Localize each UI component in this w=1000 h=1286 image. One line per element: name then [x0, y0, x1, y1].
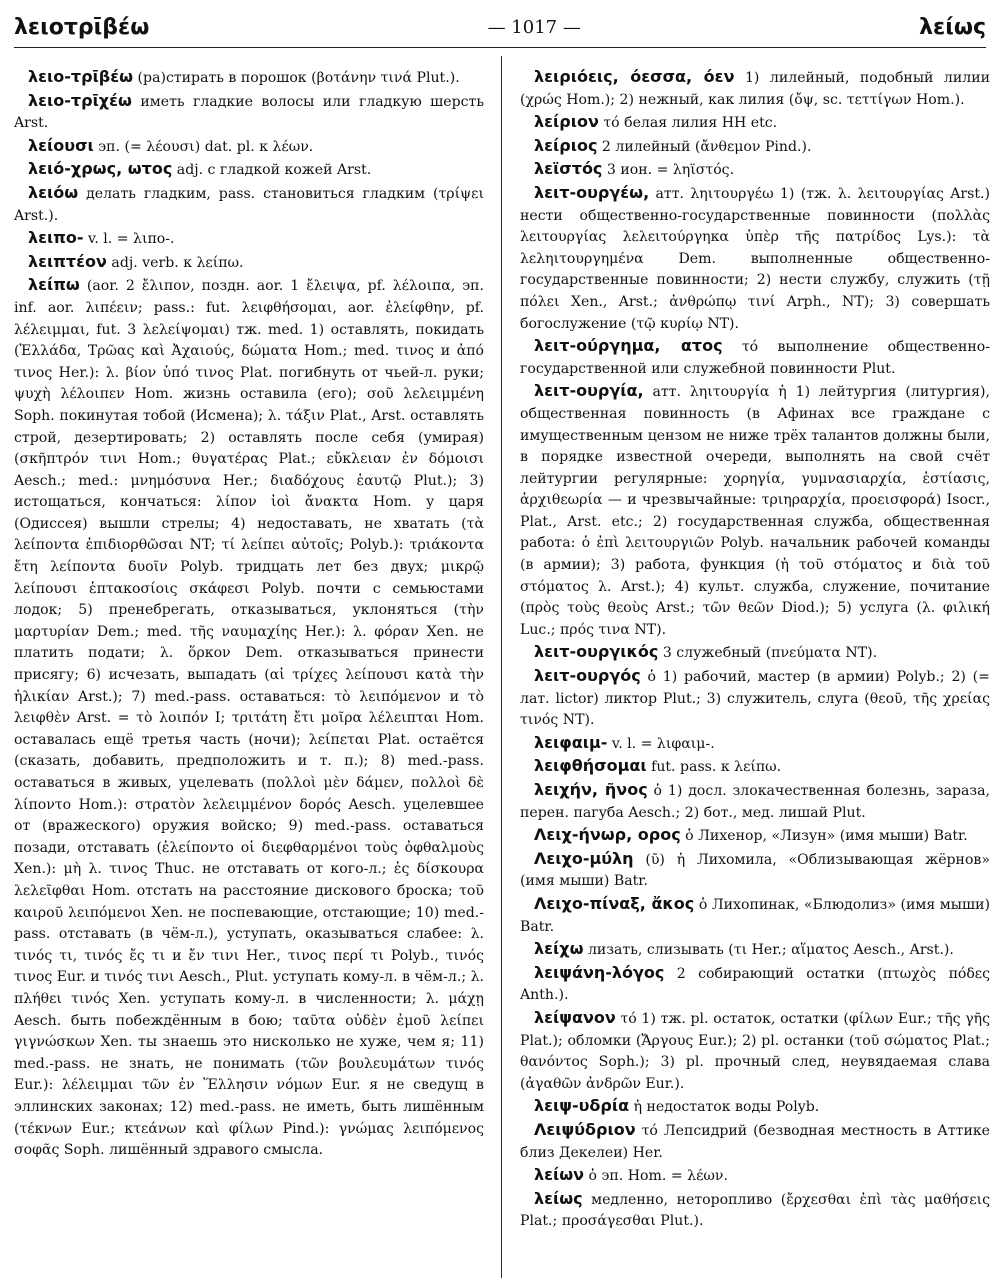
entry-headword: λείριος [534, 135, 598, 155]
entry-headword: λειο-τρῑχέω [28, 90, 132, 110]
entry-headword: λειπο- [28, 228, 84, 248]
entry-definition: ὁ 1) рабочий, мастер (в армии) Polyb.; 2) (= лат. lictor) ликтор Plut.; 3) служитель, слуга (θεοῦ, τῆς χρείας τινός NT). [520, 669, 990, 729]
entry-definition: 3 служебный (πνεύματα NT). [658, 645, 878, 662]
entry-definition: ὁ Лихопинак, «Блюдолиз» (имя мыши) Batr. [520, 896, 990, 935]
entry-headword: λειψ-υδρία [534, 1096, 630, 1116]
entry-headword: Λειχο-πίναξ, ἄκος [534, 893, 695, 913]
dictionary-entry [520, 380, 990, 641]
entry-definition: 1) лилейный, подобный лилии (χρώς Hom.); 2) нежный, как лилия (ὄψ, sc. τεττίγων Hom.). [520, 70, 990, 108]
dictionary-entry [14, 135, 484, 159]
entry-definition: ὁ эп. Hom. = λέων. [584, 1168, 728, 1185]
dictionary-entry [14, 251, 484, 275]
dictionary-entry [520, 779, 990, 824]
entry-headword: λειτ-ουργία, [534, 381, 644, 401]
dictionary-entry [14, 274, 484, 1161]
dictionary-entry [520, 824, 990, 848]
entry-definition: ὁ Лихенор, «Лизун» (имя мыши) Batr. [680, 828, 968, 845]
entry-definition: (ῡ) ἡ Лихомила, «Облизывающая жёрнов» (имя мыши) Batr. [520, 851, 990, 890]
running-headword-right: λείως [919, 14, 986, 40]
entry-headword: λειό-χρως, ωτος [28, 159, 173, 179]
entry-definition: 3 ион. = ληϊστός. [602, 162, 735, 179]
dictionary-entry [520, 1007, 990, 1095]
dictionary-entry [520, 135, 990, 159]
entry-headword: λείριον [534, 112, 599, 132]
dictionary-entry [14, 158, 484, 182]
entry-headword: Λειχο-μύλη [534, 848, 634, 868]
entry-headword: λείψανον [534, 1007, 616, 1027]
dictionary-entry [520, 1119, 990, 1164]
entry-headword: λειχήν, ῆνος [534, 780, 648, 799]
entry-headword: λειπτέον [28, 251, 107, 271]
dictionary-entry [520, 755, 990, 779]
entry-headword: λείχω [534, 939, 584, 959]
column-divider [501, 56, 502, 1278]
entry-definition: иметь гладкие волосы или гладкую шерсть Arst. [14, 93, 484, 132]
left-column [14, 66, 484, 1278]
dictionary-entry [14, 227, 484, 251]
dictionary-entry [520, 962, 990, 1007]
dictionary-entry [520, 665, 990, 732]
dictionary-entry [520, 158, 990, 182]
dictionary-entry [520, 732, 990, 756]
entry-definition: атт. ληιτουργέω 1) (тж. λ. λειτουργίας Arst.) нести общественно-государственные повинности (πολλὰς λειτουργίας λελειτούργηκα ὑπὲρ τῆς πατρίδος Lys.): τὰ λεληιτουργημένα Dem. выполненные общественно-государственные повинности; 2) нести службу, служить (τῇ πόλει Xen., Arst.; ἀνθρώπῳ τινί Arph., NT); 3) совершать богослужение (τῷ κυρίῳ NT). [520, 185, 990, 332]
dictionary-entry [14, 66, 484, 90]
entry-headword: λείπω [28, 275, 80, 295]
dictionary-entry [520, 335, 990, 380]
entry-headword: λειτ-ουργέω, [534, 182, 650, 202]
entry-headword: λειο-τρῑβέω [28, 67, 134, 86]
header-rule [14, 47, 986, 48]
entry-definition: 2 собирающий остатки (πτωχὸς πόδες Anth.). [520, 965, 990, 1004]
dictionary-entry [520, 1095, 990, 1119]
entry-headword: Λειψύδριον [534, 1119, 636, 1139]
dictionary-entry [520, 1164, 990, 1188]
dictionary-entry [520, 66, 990, 111]
entry-definition: τό выполнение общественно-государственной или служебной повинности Plut. [520, 339, 990, 377]
dictionary-entry [520, 182, 990, 335]
entry-definition: лизать, слизывать (τι Her.; αἵματος Aesch., Arst.). [583, 942, 954, 959]
dictionary-entry [520, 641, 990, 665]
entry-definition: τό Лепсидрий (безводная местность в Аттике близ Декелеи) Her. [520, 1122, 990, 1161]
entry-definition: adj. с гладкой кожей Arst. [172, 162, 372, 179]
page-number: — 1017 — [487, 16, 581, 38]
entry-headword: λειριόεις, όεσσα, όεν [534, 67, 735, 86]
entry-definition: медленно, неторопливо (ἔρχεσθαι ἐπὶ τὰς μαθήσεις Plat.; προσάγεσθαι Plut.). [520, 1191, 990, 1230]
entry-definition: ὁ 1) досл. злокачественная болезнь, зараза, перен. пагуба Aesch.; 2) бот., мед. лишай Plut. [520, 783, 990, 821]
entry-definition: ἡ недостаток воды Polyb. [629, 1099, 820, 1116]
dictionary-entry [520, 848, 990, 893]
running-headword-left: λειοτρῑβέω [14, 14, 150, 40]
entry-headword: λείουσι [28, 135, 94, 155]
entry-definition: эп. (= λέουσι) dat. pl. к λέων. [93, 138, 314, 155]
entry-definition: adj. verb. к λείπω. [106, 254, 244, 271]
entry-definition: fut. pass. к λείπω. [646, 759, 782, 776]
entry-definition: (ра)стирать в порошок (βοτάνην τινά Plut.). [133, 70, 460, 86]
entry-headword: Λειχ-ήνωρ, ορος [534, 825, 681, 845]
dictionary-entry [520, 938, 990, 962]
entry-headword: λειτ-ούργημα, ατος [534, 336, 723, 356]
entry-definition: τό 1) тж. pl. остаток, остатки (φίλων Eur.; τῆς γῆς Plat.); обломки (Ἄργους Eur.); 2) pl. останки (τοῦ σώματος Plat.; θανόντος Soph.); 3) pl. прочный след, неувядаемая слава (ἀγαθῶν ἀνδρῶν Eur.). [520, 1010, 990, 1092]
dictionary-entry [520, 1188, 990, 1233]
entry-definition: v. l. = λιφαιμ-. [607, 735, 715, 752]
entry-headword: λειφαιμ- [534, 732, 608, 752]
entry-definition: делать гладким, pass. становиться гладким (τρίψει Arst.). [14, 185, 484, 224]
entry-headword: λείως [534, 1188, 583, 1208]
dictionary-entry [520, 893, 990, 938]
entry-definition: τό белая лилия HH etc. [598, 115, 778, 132]
dictionary-entry [14, 182, 484, 227]
entry-definition: атт. ληιτουργία ἡ 1) лейтургия (литургия), общественная повинность (в Афинах все граждане с имущественным цензом не ниже трёх талантов должны были, в порядке известной очереди, выполнять на свой счёт лейтургии регулярные: χορηγία, γυμνασιαρχία, ἑστίασις, ἀρχιθεωρία — и чрезвычайные: τριηραρχία, προεισφορά) Isocr., Plat., Arst. etc.; 2) государственная служба, общественная работа: ὁ ἐπὶ λειτουργιῶν Polyb. начальник рабочей команды (в армии); 3) работа, функция (ἡ τοῦ στόματος и διὰ τοῦ στόματος λ. Arst.); 4) культ. служба, служение, почитание (πρὸς τοὺς θεοὺς Arst.; τῶν θεῶν Diod.); 5) услуга (λ. φιλική Luc.; πρός τινα NT). [520, 384, 990, 638]
entry-headword: λείων [534, 1165, 585, 1185]
entry-definition: v. l. = λιπο-. [83, 231, 175, 248]
entry-headword: λεϊστός [534, 159, 603, 179]
entry-headword: λειτ-ουργός [534, 666, 641, 686]
dictionary-entry [14, 90, 484, 135]
entry-headword: λειψάνη-λόγος [534, 962, 665, 982]
entry-headword: λειόω [28, 182, 79, 202]
right-column [520, 66, 990, 1278]
entry-headword: λειφθήσομαι [534, 756, 647, 776]
entry-definition: (aor. 2 ἔλιπον, поздн. aor. 1 ἔλειψα, pf. λέλοιπα, эп. inf. aor. λιπέειν; pass.: fut. λειφθήσομαι, aor. ἐλείφθην, pf. λέλειμμαι, fut. 3 λελείψομαι) тж. med. 1) оставлять, покидать (Ἑλλάδα, Τρῶας καὶ Ἀχαιούς, δώματα Hom.; med. τινος и ἀπό τινος Her.): λ. βίον ὑπό τινος Plat. погибнуть от чьей-л. руки; ψυχὴ λέλοιπεν Hom. жизнь оставила (его); σοῦ λελειμμένη Soph. покинутая тобой (Исмена); λ. τάξιν Plat., Arst. оставлять строй, дезертировать; 2) оставлять после себя (умирая) (σκῆπτρόν τινι Hom.; θυγατέρας Plat.; εὔκλειαν ἐν δόμοισι Aesch.; med.: μνημόσυνα Her.; διαδόχους ἑαυτῷ Plut.); 3) истощаться, кончаться: λίπον ἰοὶ ἄνακτα Hom. у царя (Одиссея) вышли стрелы; 4) недоставать, не хватать (τὰ λείποντα ἐπιδιορθῶσαι NT; τί λείπει αὐτοῖς; Polyb.): τριάκοντα ἔτη λείποντα δυοῖν Polyb. тридцать лет без двух; μικρῷ λείπουσι ἑπτακοσίοις σκάφεσι Polyb. почти с семьюстами лодок; 5) пренебрегать, отказываться, уклоняться (τὴν μαρτυρίαν Dem.; med. τῆς ναυμαχίης Her.): λ. φόραν Xen. не платить подати; λ. ὅρκον Dem. отказываться принести присягу; 6) исчезать, выпадать (αἱ τρίχες λείπουσι κατὰ τὴν ἡλικίαν Arst.); 7) med.-pass. оставаться: τὸ λειπόμενον и τὸ λειφθὲν Arst. = τὸ λοιπόν I; τριτάτη ἔτι μοῖρα λέλειπται Hom. оставалась ещё третья часть (ночи); λείπεται Plat. остаётся (сказать, добавить, предположить и т. п.); 8) med.-pass. оставаться в живых, уцелевать (πολλοὶ μὲν δάμεν, πολλοὶ δὲ λίποντο Hom.): στρατὸν λελειμμένον δορός Aesch. уцелевшее от (вражеского) оружия войско; 9) med.-pass. оставаться позади, отставать (ἐλείποντο οἱ διεφθαρμένοι τοὺς ὀφθαλμοὺς Xen.): μὴ λ. τινος Thuc. не отставать от кого-л.; ἐς δίσκουρα λελεῖφθαι Hom. отстать на расстояние дискового броска; τοῦ καιροῦ λειπόμενοι Xen. не поспевающие, отстающие; 10) med.-pass. отставать (в чём-л.), уступать, оказываться слабее: λ. τινός τι, τινός ἔς τι и ἔν τινι Her., τινος περί τι Polyb., τινός τινος Eur. и τινός τινι Aesch., Plut. уступать кому-л. в чём-л.; λ. πλήθει τινός Xen. уступать кому-л. в численности; λ. μάχῃ Aesch. быть побеждённым в бою; ταῦτα οὐδὲν ἐμοῦ λείπει γιγνώσκων Xen. ты знаешь это нисколько не хуже, чем я; 11) med.-pass. не знать, не понимать (τῶν βουλευμάτων τινός Eur.): λέλειμμαι τῶν ἐν Ἕλλησιν νόμων Eur. я не сведущ в эллинских законах; 12) med.-pass. не иметь, быть лишённым (τέκνων Eur.; κτεάνων καὶ φίλων Pind.): γνώμας λειπόμενος σοφᾶς Soph. лишённый здравого смысла. [14, 278, 484, 1159]
dictionary-entry [520, 111, 990, 135]
entry-definition: 2 лилейный (ἄνθεμον Pind.). [597, 138, 812, 155]
page-header [14, 10, 986, 44]
entry-headword: λειτ-ουργικός [534, 642, 659, 662]
